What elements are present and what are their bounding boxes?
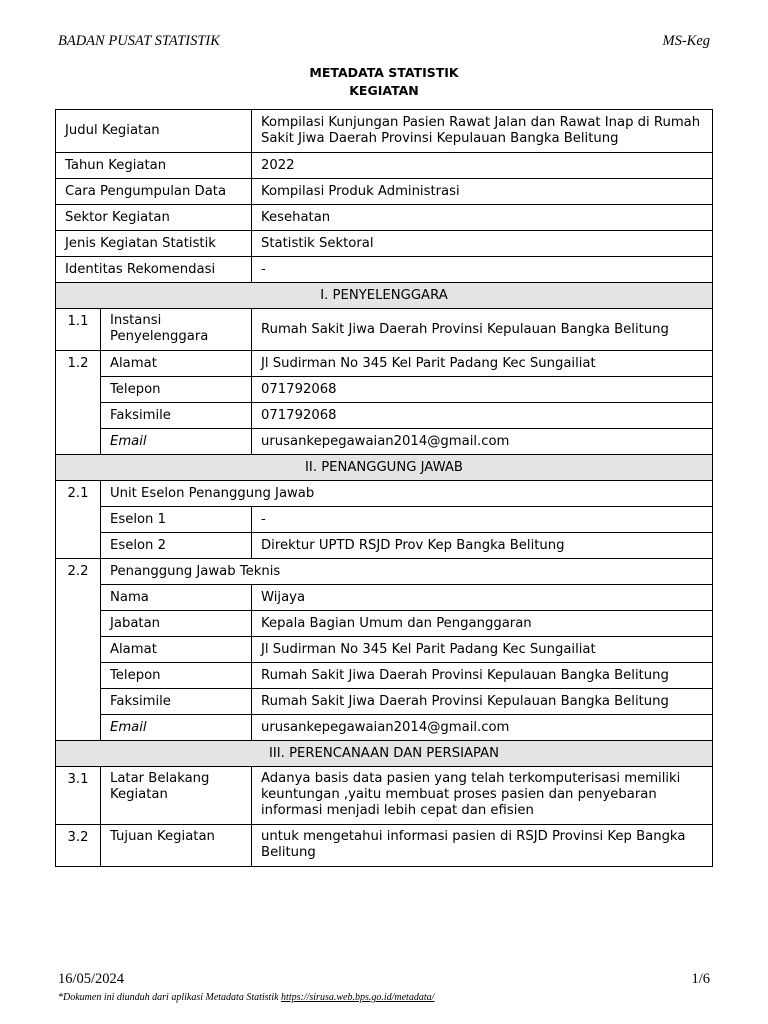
section-header — [56, 455, 713, 481]
row-label: Penanggung Jawab Teknis — [101, 559, 713, 585]
table-row — [56, 611, 713, 637]
row-value: Statistik Sektoral — [252, 231, 713, 257]
row-label: Tahun Kegiatan — [56, 153, 252, 179]
row-number: 2.2 — [56, 559, 101, 741]
section-title: I. PENYELENGGARA — [56, 283, 713, 309]
table-row — [56, 429, 713, 455]
table-row — [56, 403, 713, 429]
footer-page-number: 1/6 — [691, 971, 710, 987]
row-label: Eselon 2 — [101, 533, 252, 559]
row-value: untuk mengetahui informasi pasien di RSJD Provinsi Kep Bangka Belitung — [252, 825, 713, 867]
section-title: II. PENANGGUNG JAWAB — [56, 455, 713, 481]
row-label: Telepon — [101, 663, 252, 689]
row-label: Alamat — [101, 351, 252, 377]
table-row — [56, 585, 713, 611]
row-value: Rumah Sakit Jiwa Daerah Provinsi Kepulauan Bangka Belitung — [252, 309, 713, 351]
footer-date: 16/05/2024 — [58, 971, 125, 987]
row-number: 1.2 — [56, 351, 101, 455]
row-label: Eselon 1 — [101, 507, 252, 533]
row-label: Faksimile — [101, 403, 252, 429]
row-number: 2.1 — [56, 481, 101, 559]
row-value: Direktur UPTD RSJD Prov Kep Bangka Belitung — [252, 533, 713, 559]
section-header — [56, 741, 713, 767]
page-title-line1: METADATA STATISTIK — [309, 65, 459, 80]
row-label: Judul Kegiatan — [56, 110, 252, 153]
row-label: Identitas Rekomendasi — [56, 257, 252, 283]
row-label: Cara Pengumpulan Data — [56, 179, 252, 205]
row-value: urusankepegawaian2014@gmail.com — [252, 429, 713, 455]
row-value: 071792068 — [252, 403, 713, 429]
row-label: Email — [101, 715, 252, 741]
row-value: Wijaya — [252, 585, 713, 611]
footer-note-text: *Dokumen ini diunduh dari aplikasi Metadata Statistik — [58, 992, 279, 1003]
row-value: Kompilasi Kunjungan Pasien Rawat Jalan dan Rawat Inap di Rumah Sakit Jiwa Daerah Provinsi Kepulauan Bangka Belitung — [252, 110, 713, 153]
row-label: Jabatan — [101, 611, 252, 637]
table-row — [56, 153, 713, 179]
row-value: 071792068 — [252, 377, 713, 403]
row-number: 3.2 — [56, 825, 101, 867]
table-row — [56, 767, 713, 825]
row-label: Email — [101, 429, 252, 455]
row-label: Instansi Penyelenggara — [101, 309, 252, 351]
table-row — [56, 533, 713, 559]
table-row — [56, 205, 713, 231]
row-label: Jenis Kegiatan Statistik — [56, 231, 252, 257]
row-label: Sektor Kegiatan — [56, 205, 252, 231]
table-row — [56, 715, 713, 741]
table-row — [56, 377, 713, 403]
table-row — [56, 559, 713, 585]
header-form-code: MS-Keg — [662, 33, 710, 49]
row-value: - — [252, 507, 713, 533]
header-agency: BADAN PUSAT STATISTIK — [58, 33, 220, 49]
row-number: 1.1 — [56, 309, 101, 351]
row-value: Rumah Sakit Jiwa Daerah Provinsi Kepulauan Bangka Belitung — [252, 663, 713, 689]
row-label: Unit Eselon Penanggung Jawab — [101, 481, 713, 507]
row-value: Kepala Bagian Umum dan Penganggaran — [252, 611, 713, 637]
row-value: Rumah Sakit Jiwa Daerah Provinsi Kepulauan Bangka Belitung — [252, 689, 713, 715]
row-value: Jl Sudirman No 345 Kel Parit Padang Kec Sungailiat — [252, 351, 713, 377]
row-label: Faksimile — [101, 689, 252, 715]
row-label: Tujuan Kegiatan — [101, 825, 252, 867]
row-label: Telepon — [101, 377, 252, 403]
row-value: 2022 — [252, 153, 713, 179]
metadata-table — [55, 109, 713, 867]
row-number: 3.1 — [56, 767, 101, 825]
table-row — [56, 309, 713, 351]
page-title-line2: KEGIATAN — [349, 83, 419, 98]
metadata-link[interactable]: https://sirusa.web.bps.go.id/metadata/ — [281, 992, 435, 1003]
row-value: Kompilasi Produk Administrasi — [252, 179, 713, 205]
table-row — [56, 689, 713, 715]
table-row — [56, 637, 713, 663]
row-label: Alamat — [101, 637, 252, 663]
table-row — [56, 507, 713, 533]
section-title: III. PERENCANAAN DAN PERSIAPAN — [56, 741, 713, 767]
table-row — [56, 351, 713, 377]
table-row — [56, 663, 713, 689]
table-row — [56, 825, 713, 867]
table-row — [56, 110, 713, 153]
row-label: Latar Belakang Kegiatan — [101, 767, 252, 825]
row-value: Adanya basis data pasien yang telah terkomputerisasi memiliki keuntungan ,yaitu membuat proses pasien dan penyebaran informasi menjadi lebih cepat dan efisien — [252, 767, 713, 825]
row-value: Jl Sudirman No 345 Kel Parit Padang Kec Sungailiat — [252, 637, 713, 663]
row-value: - — [252, 257, 713, 283]
table-row — [56, 257, 713, 283]
footer-note — [58, 992, 434, 1003]
table-row — [56, 481, 713, 507]
row-value: urusankepegawaian2014@gmail.com — [252, 715, 713, 741]
row-label: Nama — [101, 585, 252, 611]
section-header — [56, 283, 713, 309]
table-row — [56, 179, 713, 205]
row-value: Kesehatan — [252, 205, 713, 231]
table-row — [56, 231, 713, 257]
page-title — [0, 64, 768, 100]
